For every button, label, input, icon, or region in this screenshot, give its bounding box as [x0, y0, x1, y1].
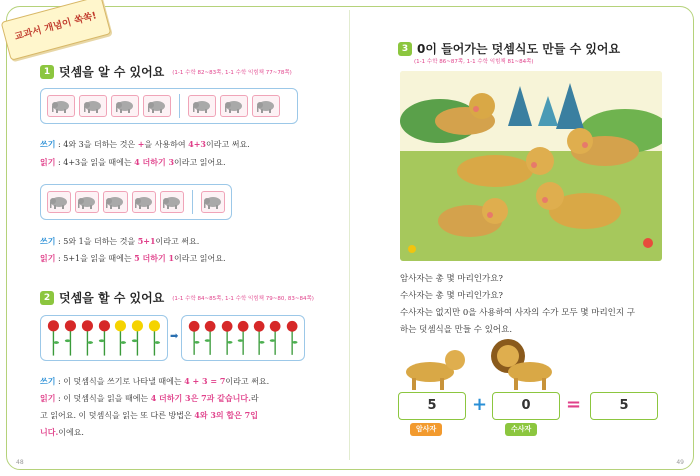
ex2-write-line: [40, 236, 199, 247]
sec2-read-line-3: [40, 427, 84, 438]
text-span: : 5+1을 읽을 때에는: [55, 254, 135, 263]
elephant-icon: [220, 95, 248, 117]
page-gutter: [349, 10, 350, 460]
ex2-read-line: [40, 253, 226, 264]
elephant-icon: [47, 95, 75, 117]
plus-symbol: +: [137, 139, 145, 149]
elephant-icon: [75, 191, 99, 213]
section3-reference: (1-1 수학 86~87쪽, 1-1 수학 익힘책 81~84쪽): [414, 59, 534, 65]
text-span: : 4와 3을 더하는 것은: [55, 140, 138, 149]
elephant-icon: [79, 95, 107, 117]
red-rose-icon: [268, 317, 282, 357]
text-span: : 5와 1을 더하는 것을: [55, 237, 138, 246]
section2-number: 2: [40, 291, 54, 305]
elephant-icon: [201, 191, 225, 213]
red-rose-icon: [80, 317, 95, 357]
write-tag: 쓰기: [40, 377, 56, 386]
equation-result-box: 5: [590, 392, 658, 420]
write-tag: 쓰기: [40, 237, 56, 246]
red-rose-icon: [97, 317, 112, 357]
right-arrow-icon: ➡: [170, 331, 179, 342]
text-span: 이라고 읽어요.: [174, 158, 226, 167]
elephant-icon: [160, 191, 184, 213]
lion-scene-illustration: [400, 71, 662, 261]
elephant-icon: [143, 95, 171, 117]
section1-reference: (1-1 수학 82~83쪽, 1-1 수학 익힘책 77~78쪽): [172, 69, 292, 76]
elephant-box-2: [40, 184, 232, 220]
expression: 5+1: [137, 236, 156, 246]
section1-title: 덧셈을 알 수 있어요: [59, 65, 165, 79]
text-span: 고 읽어요. 이 덧셈식을 읽는 또 다른 방법은: [40, 411, 195, 420]
expression: 니다.: [40, 427, 59, 437]
elephant-icon: [132, 191, 156, 213]
ribbon-text: 교과서 개념이 쏙쏙!: [13, 10, 98, 43]
plus-operator: +: [472, 394, 488, 415]
section3-number: 3: [398, 42, 412, 56]
section1-number: 1: [40, 65, 54, 79]
red-rose-icon: [46, 317, 61, 357]
text-span: 이라고 읽어요.: [174, 254, 226, 263]
text-span: : 이 덧셈식을 쓰기로 나타낼 때에는: [55, 377, 185, 386]
red-rose-icon: [220, 317, 234, 357]
section3-heading: [398, 40, 620, 57]
lioness-label: 암사자: [410, 423, 442, 436]
lion-icon: [486, 336, 556, 392]
lion-label: 수사자: [505, 423, 537, 436]
question-3: 수사자는 없지만 0을 사용하여 사자의 수가 모두 몇 마리인지 구: [400, 308, 636, 318]
expression: 5 더하기 1: [134, 253, 175, 263]
read-tag: 읽기: [40, 394, 56, 403]
elephant-icon: [188, 95, 216, 117]
section2-heading: [40, 289, 314, 306]
red-rose-icon: [285, 317, 299, 357]
equation-right-box: 0: [492, 392, 560, 420]
read-tag: 읽기: [40, 158, 56, 167]
group-divider: [179, 94, 180, 118]
sec2-write-line: [40, 376, 269, 387]
lion-scene-image: [400, 71, 662, 261]
sec2-read-line-2: [40, 410, 258, 421]
question-1: 암사자는 총 몇 마리인가요?: [400, 274, 503, 284]
red-rose-icon: [187, 317, 201, 357]
text-span: 라: [250, 394, 259, 403]
yellow-rose-icon: [147, 317, 162, 357]
write-tag: 쓰기: [40, 140, 56, 149]
section2-reference: (1-1 수학 84~85쪽, 1-1 수학 익힘책 79~80, 83~84쪽): [172, 295, 314, 302]
ex1-write-line: [40, 139, 250, 150]
elephant-icon: [103, 191, 127, 213]
question-4: 하는 덧셈식을 만들 수 있어요.: [400, 325, 513, 335]
read-tag: 읽기: [40, 254, 56, 263]
red-rose-icon: [236, 317, 250, 357]
text-span: : 이 덧셈식을 읽을 때에는: [55, 394, 151, 403]
sec2-read-line: [40, 393, 259, 404]
equation-left-box: 5: [398, 392, 466, 420]
red-rose-icon: [63, 317, 78, 357]
expression: 4 더하기 3은 7과 같습니다.: [150, 393, 251, 403]
expression: 4 더하기 3: [134, 157, 175, 167]
equals-operator: =: [566, 394, 582, 415]
elephant-icon: [252, 95, 280, 117]
section3-title: 0이 들어가는 덧셈식도 만들 수 있어요: [417, 42, 621, 56]
red-rose-icon: [203, 317, 217, 357]
text-span: 이에요.: [58, 428, 84, 437]
ex1-read-line: [40, 157, 226, 168]
section2-title: 덧셈을 할 수 있어요: [59, 291, 165, 305]
yellow-rose-icon: [130, 317, 145, 357]
lioness-icon: [400, 342, 470, 392]
text-span: 이라고 써요.: [205, 140, 250, 149]
text-span: 이라고 써요.: [155, 237, 200, 246]
expression: 4 + 3 = 7: [184, 376, 226, 386]
group-divider: [192, 190, 193, 214]
flower-box-2: [181, 315, 305, 361]
expression: 4+3: [188, 139, 206, 149]
elephant-icon: [111, 95, 139, 117]
text-span: : 4+3을 읽을 때에는: [55, 158, 135, 167]
yellow-rose-icon: [113, 317, 128, 357]
expression: 4와 3의 합은 7입: [194, 410, 258, 420]
section1-heading: [40, 63, 292, 80]
elephant-box-1: [40, 88, 298, 124]
flower-box-1: [40, 315, 168, 361]
page-number-left: 48: [16, 459, 24, 466]
page-number-right: 49: [676, 459, 684, 466]
text-span: 을 사용하여: [144, 140, 189, 149]
question-2: 수사자는 총 몇 마리인가요?: [400, 291, 503, 301]
text-span: 이라고 써요.: [225, 377, 270, 386]
red-rose-icon: [252, 317, 266, 357]
elephant-icon: [47, 191, 71, 213]
